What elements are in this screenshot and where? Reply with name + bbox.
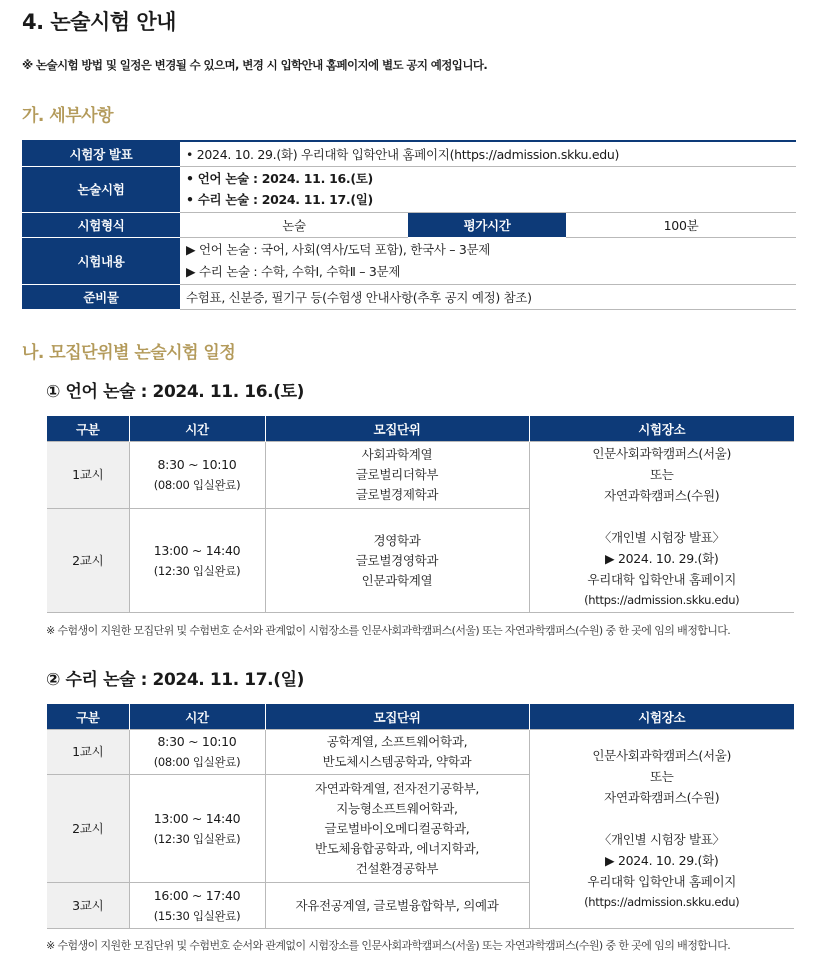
unit-item: 반도체융합공학과, 에너지학과, xyxy=(314,840,480,856)
math-footnote: ※ 수험생이 지원한 모집단위 및 수험번호 순서와 관계없이 시험장소를 인문사회과학캠퍼스(서울) 또는 자연과학캠퍼스(수원) 중 한 곳에 임의 배정합니다. xyxy=(46,939,731,952)
venue-or: 또는 xyxy=(649,769,674,784)
exam-dates xyxy=(180,166,796,212)
unit-item: 건설환경공학부 xyxy=(355,860,439,876)
format-value: 논술 xyxy=(180,212,408,237)
time-range: 16:00 ~ 17:40 xyxy=(153,887,241,903)
announce-label: 시험장 발표 xyxy=(22,141,180,166)
unit-item: 경영학과 xyxy=(373,532,421,548)
unit-item: 인문과학계열 xyxy=(361,572,433,588)
venue-url: (https://admission.skku.edu) xyxy=(584,593,740,607)
period-cell: 2교시 xyxy=(47,775,129,883)
checkin-time: (08:00 입실완료) xyxy=(153,755,241,769)
venue-date: ▶ 2024. 10. 29.(화) xyxy=(604,853,719,868)
period-cell: 1교시 xyxy=(47,442,129,509)
period-cell: 2교시 xyxy=(47,509,129,613)
change-notice: ※ 논술시험 방법 및 일정은 변경될 수 있으며, 변경 시 입학안내 홈페이지에 별도 공지 예정입니다. xyxy=(22,58,488,72)
checkin-time: (12:30 입실완료) xyxy=(153,563,241,578)
venue-or: 또는 xyxy=(649,467,674,482)
unit-item: 글로벌경제학과 xyxy=(355,487,439,502)
math-essay-heading: ② 수리 논술 : 2024. 11. 17.(일) xyxy=(46,670,304,690)
unit-cell xyxy=(265,883,529,929)
header-time: 시간 xyxy=(129,704,265,730)
exam-date-math: • 수리 논술 : 2024. 11. 17.(일) xyxy=(186,192,373,207)
venue-date: ▶ 2024. 10. 29.(화) xyxy=(604,551,719,566)
checkin-time: (12:30 입실완료) xyxy=(153,831,241,846)
header-unit: 모집단위 xyxy=(265,416,529,442)
language-schedule-table xyxy=(47,416,794,613)
exam-date-language: • 언어 논술 : 2024. 11. 16.(토) xyxy=(186,171,373,186)
content-label: 시험내용 xyxy=(22,237,180,284)
header-venue: 시험장소 xyxy=(529,704,794,730)
venue-campus-seoul: 인문사회과학캠퍼스(서울) xyxy=(592,446,732,461)
content-language: ▶ 언어 논술 : 국어, 사회(역사/도덕 포함), 한국사 – 3문제 xyxy=(186,241,491,257)
section-heading-schedule: 나. 모집단위별 논술시험 일정 xyxy=(22,343,236,363)
format-label: 시험형식 xyxy=(22,212,180,237)
time-cell xyxy=(129,730,265,775)
language-footnote: ※ 수험생이 지원한 모집단위 및 수험번호 순서와 관계없이 시험장소를 인문사회과학캠퍼스(서울) 또는 자연과학캠퍼스(수원) 중 한 곳에 임의 배정합니다. xyxy=(46,624,731,637)
venue-announce: 〈개인별 시험장 발표〉 xyxy=(598,832,725,847)
time-cell xyxy=(129,509,265,613)
table-row xyxy=(47,442,794,509)
header-unit: 모집단위 xyxy=(265,704,529,730)
unit-cell xyxy=(265,775,529,883)
venue-site: 우리대학 입학안내 홈페이지 xyxy=(587,874,737,889)
time-cell xyxy=(129,775,265,883)
time-range: 13:00 ~ 14:40 xyxy=(153,542,241,558)
venue-campus-seoul: 인문사회과학캠퍼스(서울) xyxy=(592,748,732,763)
venue-site: 우리대학 입학안내 홈페이지 xyxy=(587,572,737,587)
time-cell xyxy=(129,883,265,929)
unit-item: 반도체시스템공학과, 약학과 xyxy=(322,754,472,769)
time-cell xyxy=(129,442,265,509)
header-period: 구분 xyxy=(47,704,129,730)
items-label: 준비물 xyxy=(22,284,180,309)
exam-content xyxy=(180,237,796,284)
unit-item: 자유전공계열, 글로벌융합학부, 의예과 xyxy=(295,897,499,913)
time-range: 8:30 ~ 10:10 xyxy=(157,457,237,472)
venue-url: (https://admission.skku.edu) xyxy=(584,895,740,909)
unit-item: 글로벌리더학부 xyxy=(355,467,439,482)
period-cell: 1교시 xyxy=(47,730,129,775)
unit-item: 자연과학계열, 전자전기공학부, xyxy=(314,780,480,796)
header-time: 시간 xyxy=(129,416,265,442)
table-row xyxy=(47,730,794,775)
unit-item: 공학계열, 소프트웨어학과, xyxy=(326,734,468,749)
venue-campus-suwon: 자연과학캠퍼스(수원) xyxy=(604,790,720,805)
checkin-time: (08:00 입실완료) xyxy=(153,478,241,492)
header-period: 구분 xyxy=(47,416,129,442)
unit-cell xyxy=(265,730,529,775)
math-schedule-table xyxy=(47,704,794,929)
unit-item: 글로벌바이오메디컬공학과, xyxy=(324,820,470,836)
exam-label: 논술시험 xyxy=(22,166,180,212)
language-essay-heading: ① 언어 논술 : 2024. 11. 16.(토) xyxy=(46,382,304,402)
venue-cell xyxy=(529,730,794,929)
unit-item: 사회과학계열 xyxy=(361,447,433,462)
unit-item: 지능형소프트웨어학과, xyxy=(336,800,458,816)
eval-time-value: 100분 xyxy=(566,212,796,237)
details-table xyxy=(22,140,796,310)
venue-cell xyxy=(529,442,794,613)
time-range: 13:00 ~ 14:40 xyxy=(153,810,241,826)
header-venue: 시험장소 xyxy=(529,416,794,442)
announce-value: • 2024. 10. 29.(화) 우리대학 입학안내 홈페이지(https://admission.skku.edu) xyxy=(180,141,796,166)
content-math: ▶ 수리 논술 : 수학, 수학Ⅰ, 수학Ⅱ – 3문제 xyxy=(186,263,401,279)
time-range: 8:30 ~ 10:10 xyxy=(157,734,237,749)
page-title: 4. 논술시험 안내 xyxy=(22,10,176,34)
venue-announce: 〈개인별 시험장 발표〉 xyxy=(598,530,725,545)
checkin-time: (15:30 입실완료) xyxy=(153,908,241,923)
venue-campus-suwon: 자연과학캠퍼스(수원) xyxy=(604,488,720,503)
section-heading-details: 가. 세부사항 xyxy=(22,106,113,126)
eval-time-label: 평가시간 xyxy=(408,212,566,237)
items-value: 수험표, 신분증, 필기구 등(수험생 안내사항(추후 공지 예정) 참조) xyxy=(180,284,796,309)
period-cell: 3교시 xyxy=(47,883,129,929)
unit-cell xyxy=(265,442,529,509)
unit-cell xyxy=(265,509,529,613)
unit-item: 글로벌경영학과 xyxy=(355,552,439,568)
